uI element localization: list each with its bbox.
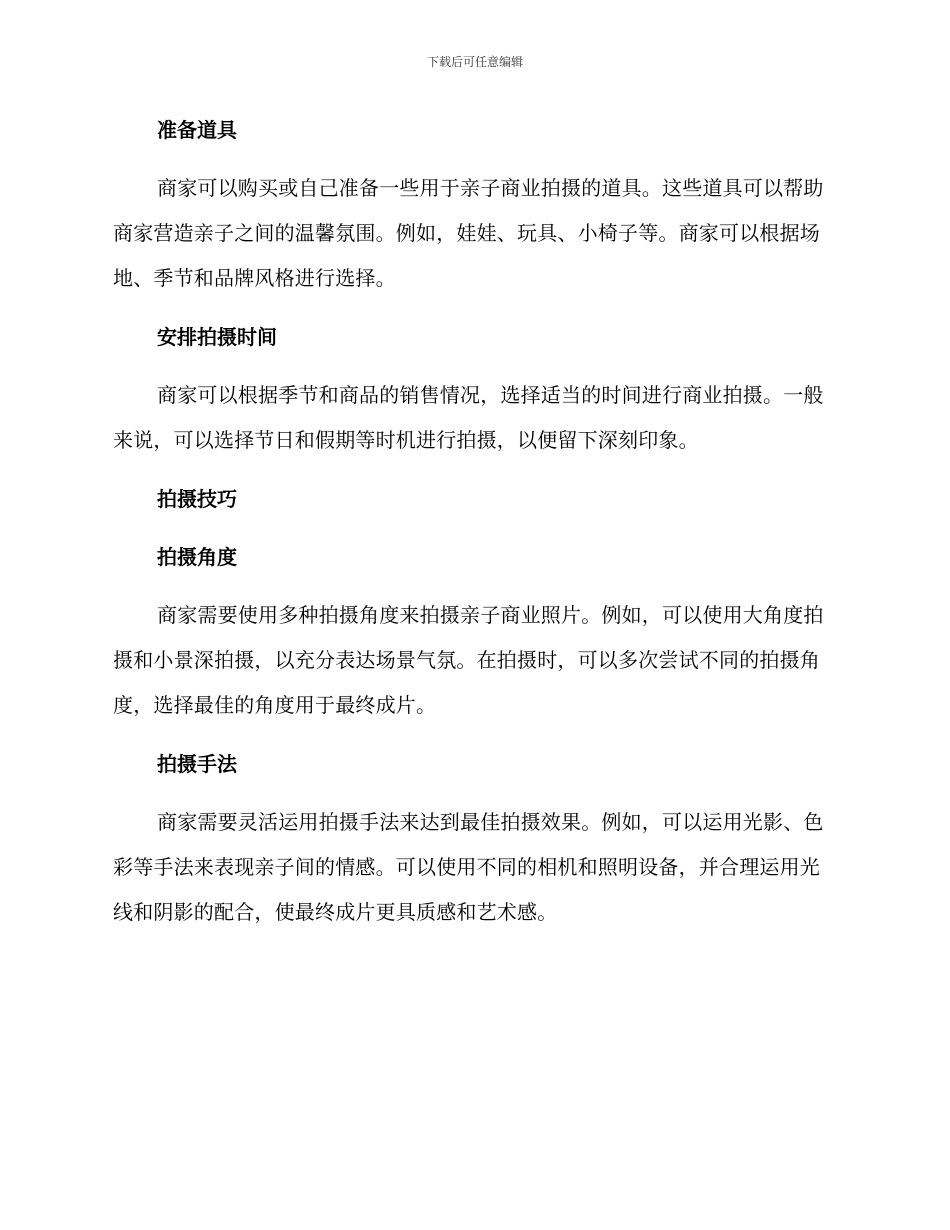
section-heading-schedule: 安排拍摄时间 <box>157 325 277 349</box>
section-heading-props: 准备道具 <box>157 118 237 142</box>
page-header: 下载后可任意编辑 <box>426 55 523 69</box>
document-body <box>113 108 831 935</box>
section-heading-methods: 拍摄手法 <box>157 752 237 776</box>
section-paragraph-props: 商家可以购买或自己准备一些用于亲子商业拍摄的道具。这些道具可以帮助商家营造亲子之间的温馨氛围。例如，娃娃、玩具、小椅子等。商家可以根据场地、季节和品牌风格进行选择。 <box>113 176 824 290</box>
section-paragraph-schedule: 商家可以根据季节和商品的销售情况，选择适当的时间进行商业拍摄。一般来说，可以选择节日和假期等时机进行拍摄，以便留下深刻印象。 <box>113 383 824 452</box>
section-paragraph-angles: 商家需要使用多种拍摄角度来拍摄亲子商业照片。例如，可以使用大角度拍摄和小景深拍摄，以充分表达场景气氛。在拍摄时，可以多次尝试不同的拍摄角度，选择最佳的角度用于最终成片。 <box>113 603 824 717</box>
section-paragraph-methods: 商家需要灵活运用拍摄手法来达到最佳拍摄效果。例如，可以运用光影、色彩等手法来表现亲子间的情感。可以使用不同的相机和照明设备，并合理运用光线和阴影的配合，使最终成片更具质感和艺术感。 <box>113 810 824 924</box>
section-heading-techniques: 拍摄技巧 <box>157 487 237 511</box>
section-heading-angles: 拍摄角度 <box>157 545 237 569</box>
